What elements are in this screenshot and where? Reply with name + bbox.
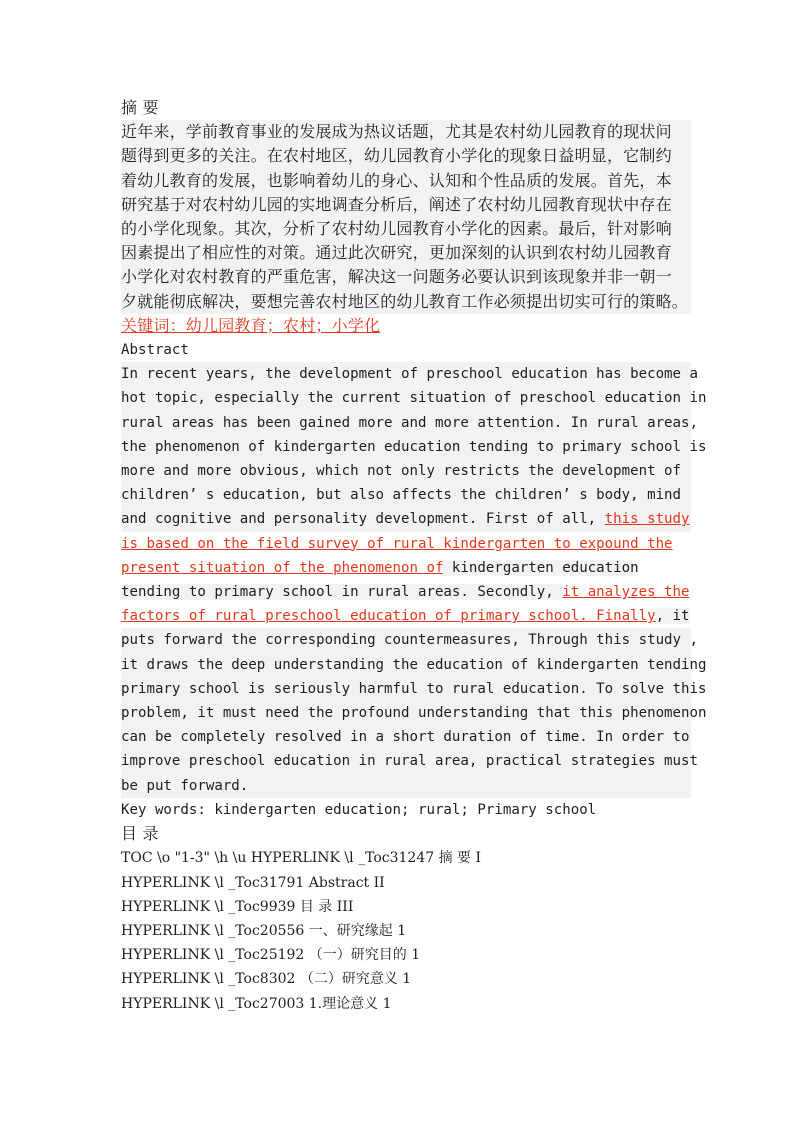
abstract-cn-line: 研究基于对农村幼儿园的实地调查分析后，阐述了农村幼儿园教育现状中存在 — [121, 193, 691, 217]
abstract-en-section — [121, 338, 707, 822]
highlighted-phrase: is based on the field survey of rural kindergarten to expound the — [121, 535, 673, 552]
abstract-cn-section — [121, 96, 691, 338]
toc-entry[interactable]: HYPERLINK \l _Toc9939 目 录 III — [121, 898, 354, 915]
abstract-en-line: In recent years, the development of preschool education has become a — [121, 362, 691, 386]
abstract-en-line: rural areas has been gained more and more attention. In rural areas, — [121, 411, 691, 435]
abstract-en-line: children’ s education, but also affects the children’ s body, mind — [121, 483, 691, 507]
toc-entry[interactable]: HYPERLINK \l _Toc20556 一、研究缘起 1 — [121, 922, 407, 939]
toc-heading: 目 录 — [121, 824, 159, 844]
highlighted-phrase: this study — [604, 511, 690, 528]
abstract-en-text: tending to primary school in rural areas. Secondly, — [121, 584, 563, 601]
abstract-cn-heading: 摘 要 — [121, 98, 159, 117]
keywords-cn: 关键词：幼儿园教育；农村；小学化 — [121, 315, 381, 335]
keywords-en: Key words: kindergarten education; rural; Primary school — [121, 801, 597, 818]
toc-entry[interactable]: HYPERLINK \l _Toc25192 （一）研究目的 1 — [121, 947, 421, 964]
highlighted-phrase: it analyzes the — [562, 584, 690, 601]
abstract-en-text: kindergarten education — [443, 559, 639, 576]
abstract-en-text: and cognitive and personality development. First of all, — [121, 511, 605, 528]
abstract-en-line: primary school is seriously harmful to rural education. To solve this — [121, 677, 691, 701]
abstract-cn-line: 因素提出了相应性的对策。通过此次研究，更加深刻的认识到农村幼儿园教育 — [121, 241, 691, 265]
abstract-cn-line: 近年来，学前教育事业的发展成为热议话题，尤其是农村幼儿园教育的现状问 — [121, 120, 691, 144]
abstract-en-line: be put forward. — [121, 774, 691, 798]
abstract-en-line: problem, it must need the profound understanding that this phenomenon — [121, 701, 691, 725]
abstract-en-line: more and more obvious, which not only restricts the development of — [121, 459, 691, 483]
abstract-cn-line: 夕就能彻底解决，要想完善农村地区的幼儿教育工作必须提出切实可行的策略。 — [121, 290, 691, 314]
abstract-cn-line: 小学化对农村教育的严重危害，解决这一问题务必要认识到该现象并非一朝一 — [121, 265, 691, 289]
abstract-en-text: , it — [655, 608, 690, 625]
abstract-en-line: the phenomenon of kindergarten education tending to primary school is — [121, 435, 691, 459]
toc-entry[interactable]: HYPERLINK \l _Toc31791 Abstract II — [121, 874, 385, 891]
document-page — [121, 96, 707, 1016]
abstract-cn-line: 的小学化现象。其次，分析了农村幼儿园教育小学化的因素。最后，针对影响 — [121, 217, 691, 241]
abstract-en-line: improve preschool education in rural area, practical strategies must — [121, 749, 691, 773]
abstract-en-heading: Abstract — [121, 342, 189, 359]
toc-entry[interactable]: HYPERLINK \l _Toc27003 1.理论意义 1 — [121, 995, 392, 1012]
toc-entry[interactable]: TOC \o "1-3" \h \u HYPERLINK \l _Toc31247 摘 要 I — [121, 850, 482, 867]
abstract-en-line: hot topic, especially the current situation of preschool education in — [121, 386, 691, 410]
table-of-contents — [121, 822, 691, 1016]
highlighted-phrase: present situation of the phenomenon of — [121, 559, 444, 576]
toc-entry[interactable]: HYPERLINK \l _Toc8302 （二）研究意义 1 — [121, 971, 412, 988]
highlighted-phrase: factors of rural preschool education of primary school. Finally — [121, 608, 656, 625]
abstract-cn-line: 着幼儿教育的发展，也影响着幼儿的身心、认知和个性品质的发展。首先，本 — [121, 169, 691, 193]
abstract-en-line: can be completely resolved in a short duration of time. In order to — [121, 725, 691, 749]
abstract-en-line: it draws the deep understanding the education of kindergarten tending — [121, 653, 691, 677]
abstract-en-line: puts forward the corresponding countermeasures, Through this study , — [121, 628, 691, 652]
abstract-cn-line: 题得到更多的关注。在农村地区，幼儿园教育小学化的现象日益明显，它制约 — [121, 144, 691, 168]
